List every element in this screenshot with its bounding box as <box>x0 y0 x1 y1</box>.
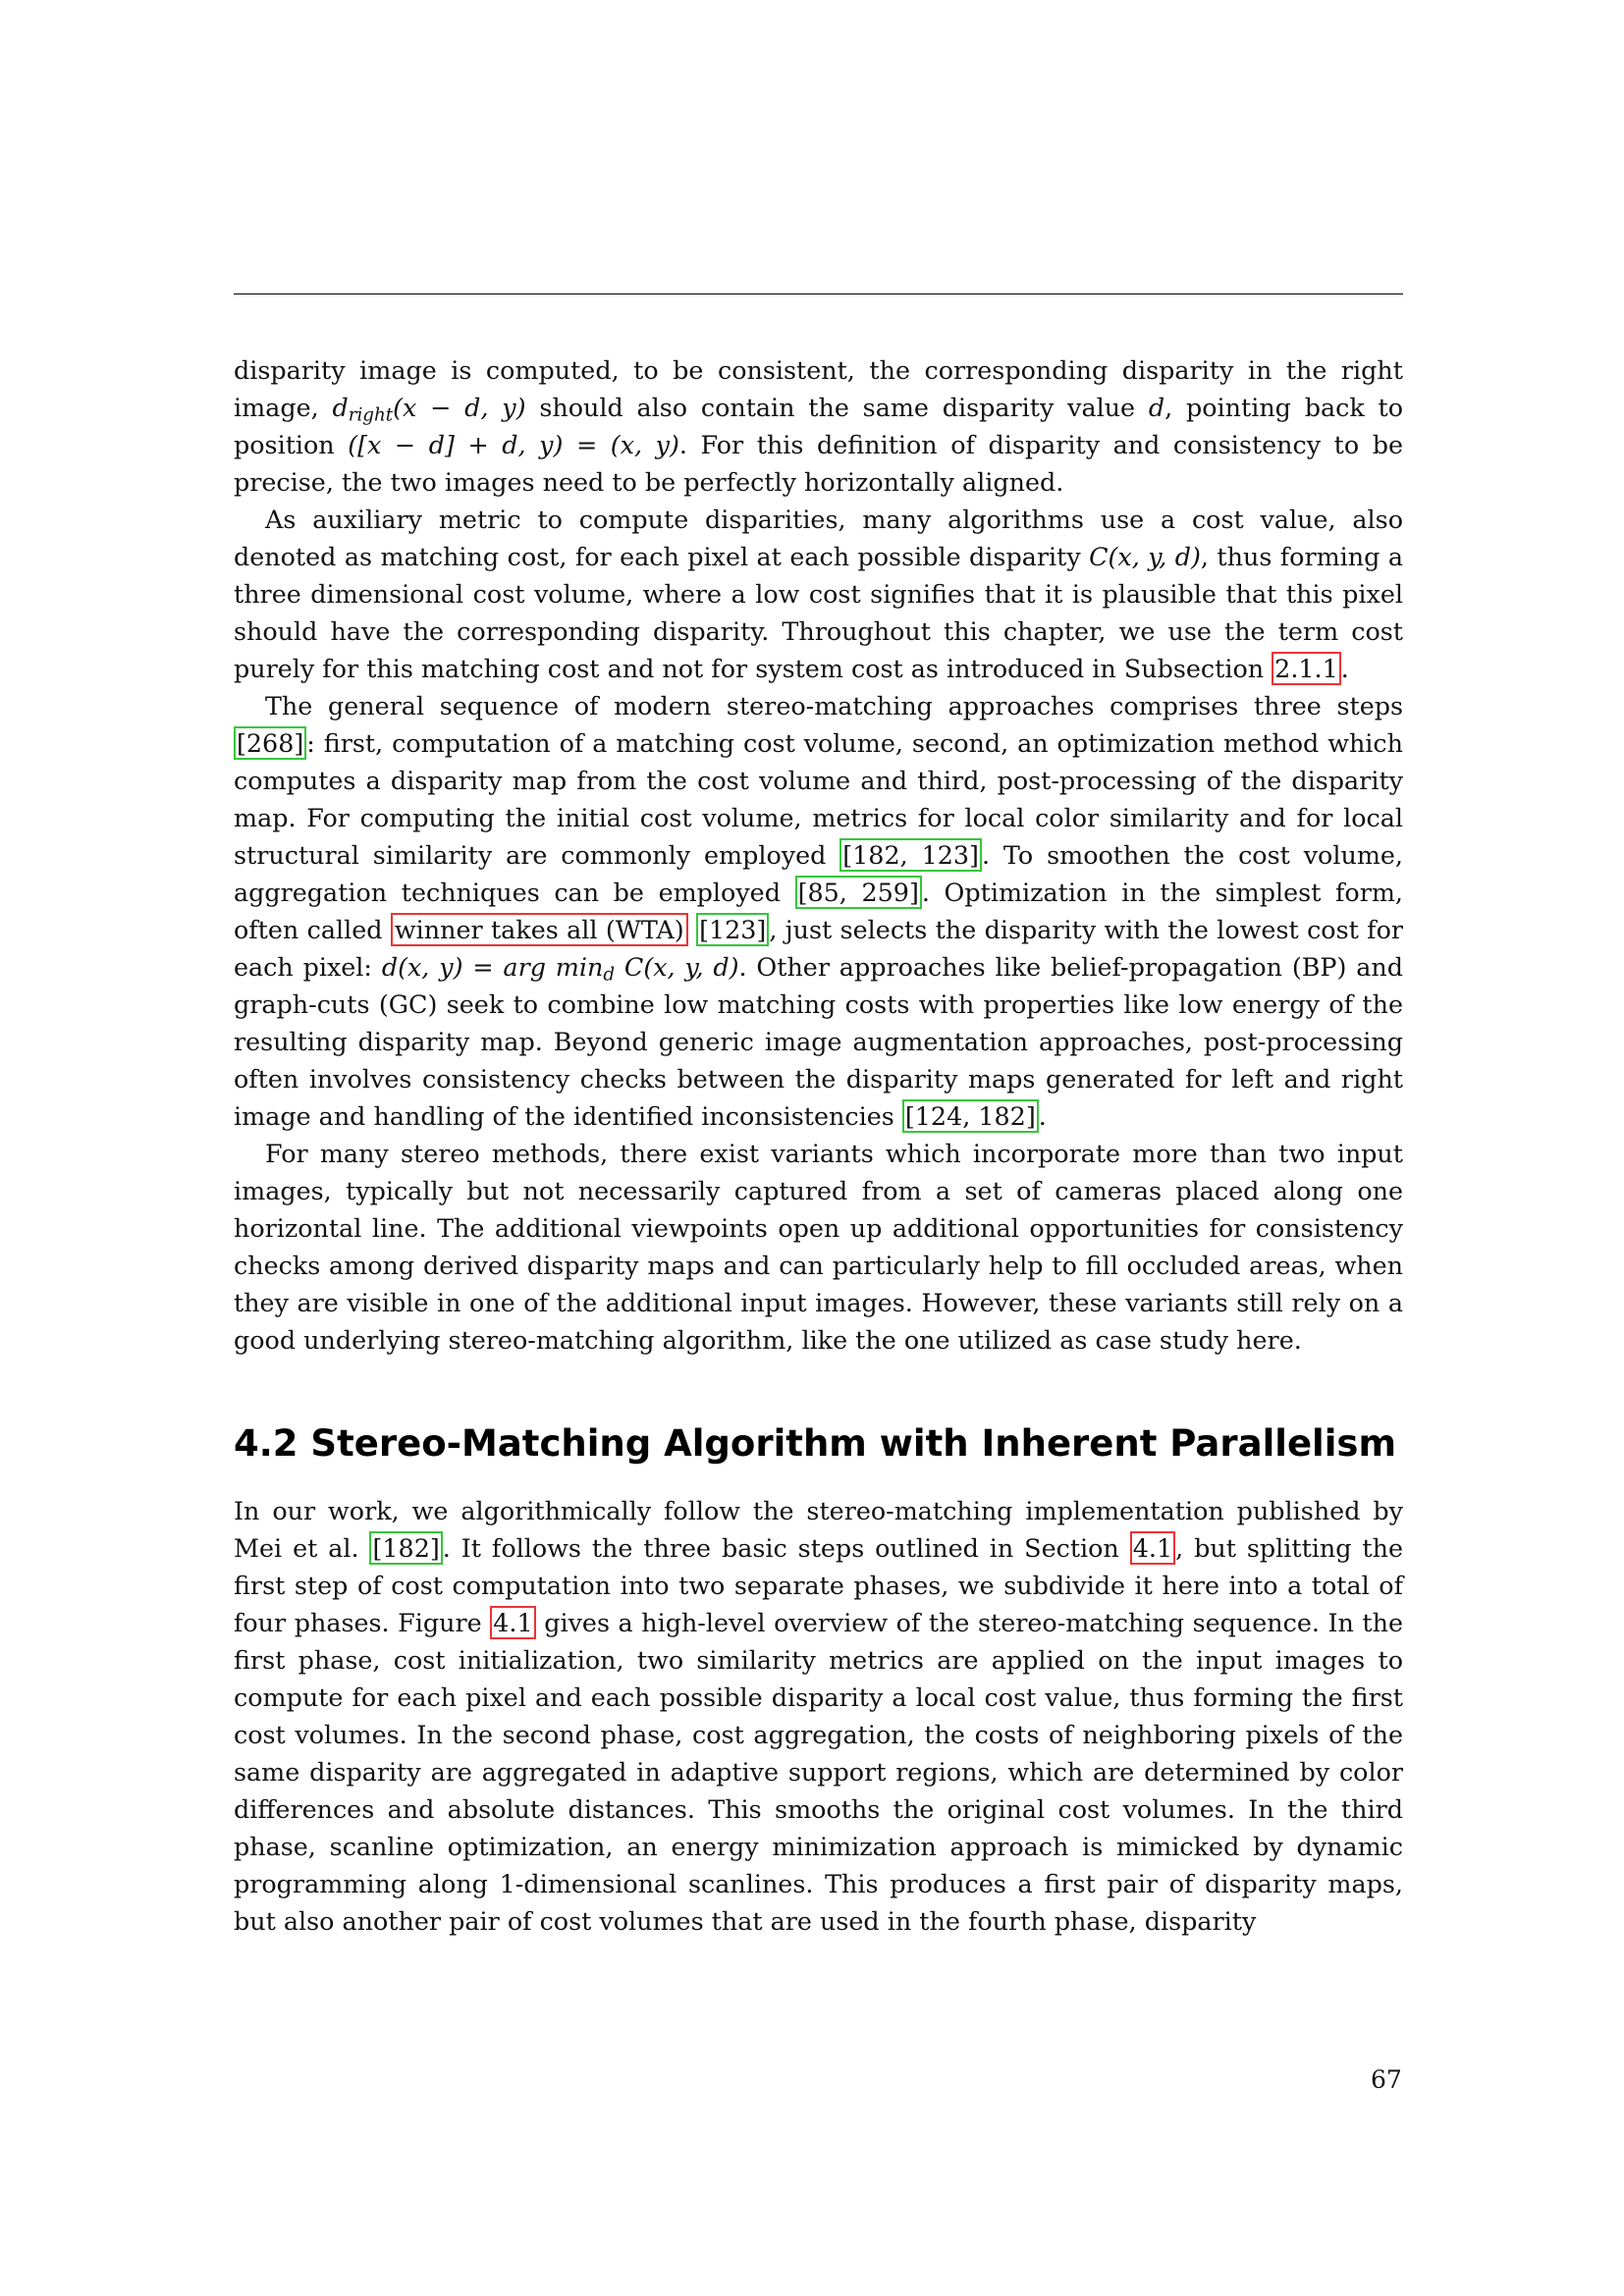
text-run: . It follows the three basic steps outlined in Section <box>442 1533 1130 1563</box>
math-subscript: d <box>603 964 616 986</box>
text-run: should also contain the same disparity value <box>525 393 1149 422</box>
page-number: 67 <box>1371 2065 1402 2094</box>
text-run: As auxiliary metric to compute disparities, many algorithms use a cost value, also denoted as matching cost, for each pixel at each possible disparity <box>234 505 1403 571</box>
text-run: , thus forming a three dimensional cost volume, where a low cost signifies that it is plausible that this pixel should have the corresponding disparity. Throughout this chapter, we use the term cost purely for this matching cost and not for system cost as introduced in Subsection <box>234 542 1403 683</box>
text-run: . Optimization in the simplest form, often called <box>234 878 1403 944</box>
text-run: : first, computation of a matching cost volume, second, an optimization method which computes a disparity map from the cost volume and third, post-processing of the disparity map. For computing the initial cost volume, metrics for local color similarity and for local structural similarity are commonly employed <box>234 728 1403 870</box>
text-run: gives a high-level overview of the stereo-matching sequence. In the first phase, cost initialization, two similarity metrics are applied on the input images to compute for each pixel and each possible disparity a local cost value, thus forming the first cost volumes. In the second phase, cost aggregation, the costs of neighboring pixels of the same disparity are aggregated in adaptive support regions, which are determined by color differences and absolute distances. This smooths the original cost volumes. In the third phase, scanline optimization, an energy minimization approach is mimicked by dynamic programming along 1-dimensional scanlines. This produces a first pair of disparity maps, but also another pair of cost volumes that are used in the fourth phase, disparity <box>234 1608 1404 1936</box>
subsection-ref-link[interactable]: 2.1.1 <box>1272 652 1341 685</box>
text-run: . To smoothen the cost volume, aggregation techniques can be employed <box>234 840 1403 907</box>
citation-link[interactable]: [123] <box>696 913 769 946</box>
text-run <box>688 915 696 944</box>
paragraph-algorithm-overview <box>234 1492 1403 1940</box>
math-cost-function: C(x, y, d) <box>1089 542 1201 571</box>
text-run: The general sequence of modern stereo-matching approaches comprises three steps <box>265 691 1403 721</box>
text-run: In our work, we algorithmically follow the stereo-matching implementation published by Mei et al. <box>234 1496 1403 1563</box>
section-ref-link[interactable]: 4.1 <box>1130 1531 1175 1565</box>
citation-link[interactable]: [182] <box>369 1531 442 1565</box>
math-argmin <box>381 952 739 986</box>
paragraph-general-sequence <box>234 687 1403 1135</box>
text-run: , but splitting the first step of cost computation into two separate phases, we subdivide it here into a total of four phases. Figure <box>234 1533 1404 1637</box>
citation-link[interactable]: [124, 182] <box>902 1099 1039 1133</box>
math-position: ([x − d] + d, y) = (x, y) <box>348 430 679 459</box>
math-symbol: d <box>332 393 349 422</box>
citation-link[interactable]: [85, 259] <box>795 876 922 909</box>
text-run: . <box>1340 654 1349 683</box>
citation-link[interactable]: [182, 123] <box>839 838 982 872</box>
math-subscript: right <box>348 404 394 426</box>
paragraph-disparity-consistency <box>234 351 1403 501</box>
text-run: disparity image is computed, to be consistent, the corresponding disparity in the right image, <box>234 355 1403 422</box>
text-run: , pointing back to position <box>234 393 1403 459</box>
math-d: d <box>1148 393 1165 422</box>
math-expr: C(x, y, d) <box>615 952 739 982</box>
paragraph-stereo-variants: For many stereo methods, there exist variants which incorporate more than two input images, typically but not necessarily captured from a set of cameras placed along one horizontal line. The additional viewpoints open up additional opportunities for consistency checks among derived disparity maps and can particularly help to fill occluded areas, when they are visible in one of the additional input images. However, these variants still rely on a good underlying stereo-matching algorithm, like the one utilized as case study here. <box>234 1139 1403 1355</box>
math-d-right <box>332 393 526 426</box>
figure-ref-link[interactable]: 4.1 <box>490 1606 535 1639</box>
section-heading: 4.2 Stereo-Matching Algorithm with Inherent Parallelism <box>234 1422 1396 1465</box>
text-run: . Other approaches like belief-propagation (BP) and graph-cuts (GC) seek to combine low matching costs with properties like low energy of the resulting disparity map. Beyond generic image augmentation approaches, post-processing often involves consistency checks between the disparity maps generated for left and right image and handling of the identified inconsistencies <box>234 952 1404 1131</box>
math-args: (x − d, y) <box>393 393 526 422</box>
citation-link[interactable]: [268] <box>234 726 306 760</box>
math-expr: d(x, y) = arg min <box>381 952 604 982</box>
acronym-link-wta[interactable]: winner takes all (WTA) <box>391 913 688 946</box>
text-run: , just selects the disparity with the lowest cost for each pixel: <box>234 915 1403 982</box>
text-run: . <box>1038 1101 1047 1131</box>
paragraph-matching-cost <box>234 501 1403 687</box>
page-body <box>234 351 1403 1940</box>
text-run: . For this definition of disparity and consistency to be precise, the two images need to be perfectly horizontally aligned. <box>234 430 1403 497</box>
